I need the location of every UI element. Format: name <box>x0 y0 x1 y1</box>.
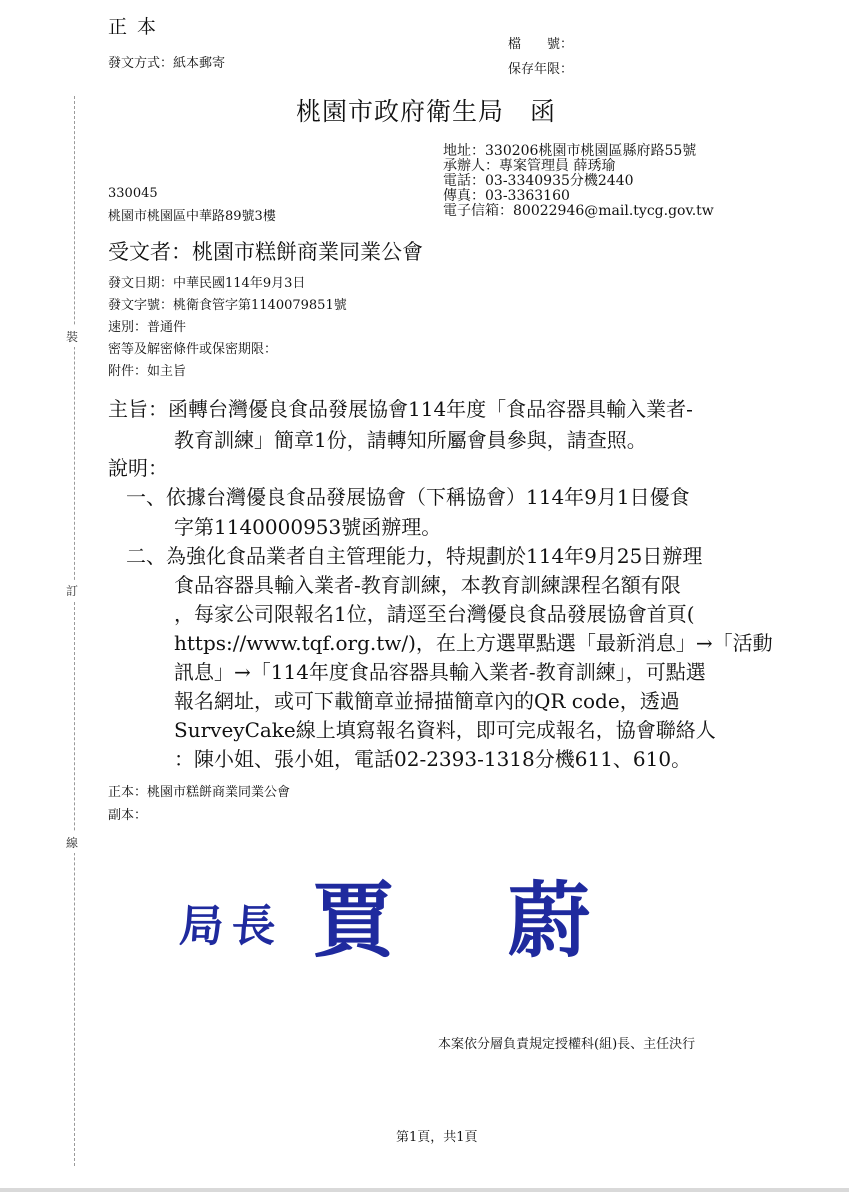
recipient-postcode: 330045 <box>108 186 158 201</box>
sender-email: 電子信箱：80022946@mail.tycg.gov.tw <box>443 203 714 219</box>
contact-person: 承辦人：專案管理員 薛琇瑜 <box>443 158 616 174</box>
file-number-label: 檔 號： <box>508 37 574 52</box>
subject-line-1: 主旨：函轉台灣優良食品發展協會114年度「食品容器具輸入業者- <box>108 397 693 421</box>
document-meta <box>108 273 347 383</box>
sender-info-block <box>443 144 714 219</box>
sender-fax: 傳真：03-3363160 <box>443 188 570 204</box>
sender-address: 地址：330206桃園市桃園區縣府路55號 <box>443 143 697 159</box>
secrecy-level: 密等及解密條件或保密期限： <box>108 342 278 357</box>
explanation-item-2-line-7: SurveyCake線上填寫報名資料，即可完成報名，協會聯絡人 <box>174 718 716 742</box>
sender-phone: 電話：03-3340935分機2440 <box>443 173 634 189</box>
explanation-item-2-line-6: 報名網址，或可下載簡章並掃描簡章內的QR code，透過 <box>174 689 680 713</box>
explanation-item-1-line-1: 一、依據台灣優良食品發展協會（下稱協會）114年9月1日優食 <box>126 485 690 509</box>
delivery-speed: 速別：普通件 <box>108 320 187 335</box>
signature-title-stamp: 局長 <box>177 901 286 952</box>
original-recipients: 正本：桃園市糕餅商業同業公會 <box>108 785 291 800</box>
explanation-item-2-line-1: 二、為強化食品業者自主管理能力，特規劃於114年9月25日辦理 <box>126 544 703 568</box>
retention-period-label: 保存年限： <box>508 62 574 77</box>
signature-name-char-1: 賈 <box>312 873 395 969</box>
document-number: 發文字號：桃衛食管字第1140079851號 <box>108 298 347 313</box>
copy-recipients: 副本： <box>108 808 148 823</box>
page-bottom-edge <box>0 1188 849 1192</box>
explanation-item-2-line-3: ，每家公司限報名1位，請逕至台灣優良食品發展協會首頁( <box>174 602 695 626</box>
binding-line <box>74 96 75 1166</box>
explanation-item-2-line-8: ：陳小姐、張小姐，電話02-2393-1318分機611、610。 <box>174 747 692 771</box>
signature-name-char-2: 蔚 <box>508 873 591 969</box>
attachment-line: 附件：如主旨 <box>108 364 187 379</box>
explanation-item-2-line-5: 訊息」→「114年度食品容器具輸入業者-教育訓練」，可點選 <box>174 660 706 684</box>
recipient-mailing-address: 桃園市桃園區中華路89號3樓 <box>108 209 276 224</box>
explanation-item-1-line-2: 字第1140000953號函辦理。 <box>174 515 442 539</box>
explanation-heading: 說明： <box>108 456 168 480</box>
explanation-item-2-line-2: 食品容器具輸入業者-教育訓練，本教育訓練課程名額有限 <box>174 573 681 597</box>
authorization-note: 本案依分層負責規定授權科(組)長、主任決行 <box>438 1037 696 1052</box>
recipient-line: 受文者：桃園市糕餅商業同業公會 <box>108 240 423 264</box>
send-method: 發文方式：紙本郵寄 <box>108 56 226 71</box>
subject-line-2: 教育訓練」簡章1份，請轉知所屬會員參與，請查照。 <box>174 428 647 452</box>
binding-mark-ding: 訂 <box>66 580 78 601</box>
document-title: 桃園市政府衛生局 函 <box>296 97 557 126</box>
binding-mark-zhuang: 裝 <box>66 326 78 347</box>
explanation-item-2-line-4: https://www.tqf.org.tw/)，在上方選單點選「最新消息」→「活動 <box>174 631 773 655</box>
copy-type-label: 正 本 <box>108 16 159 38</box>
binding-mark-xian: 線 <box>66 832 78 853</box>
page-number: 第1頁，共1頁 <box>396 1130 478 1145</box>
issue-date: 發文日期：中華民國114年9月3日 <box>108 276 306 291</box>
